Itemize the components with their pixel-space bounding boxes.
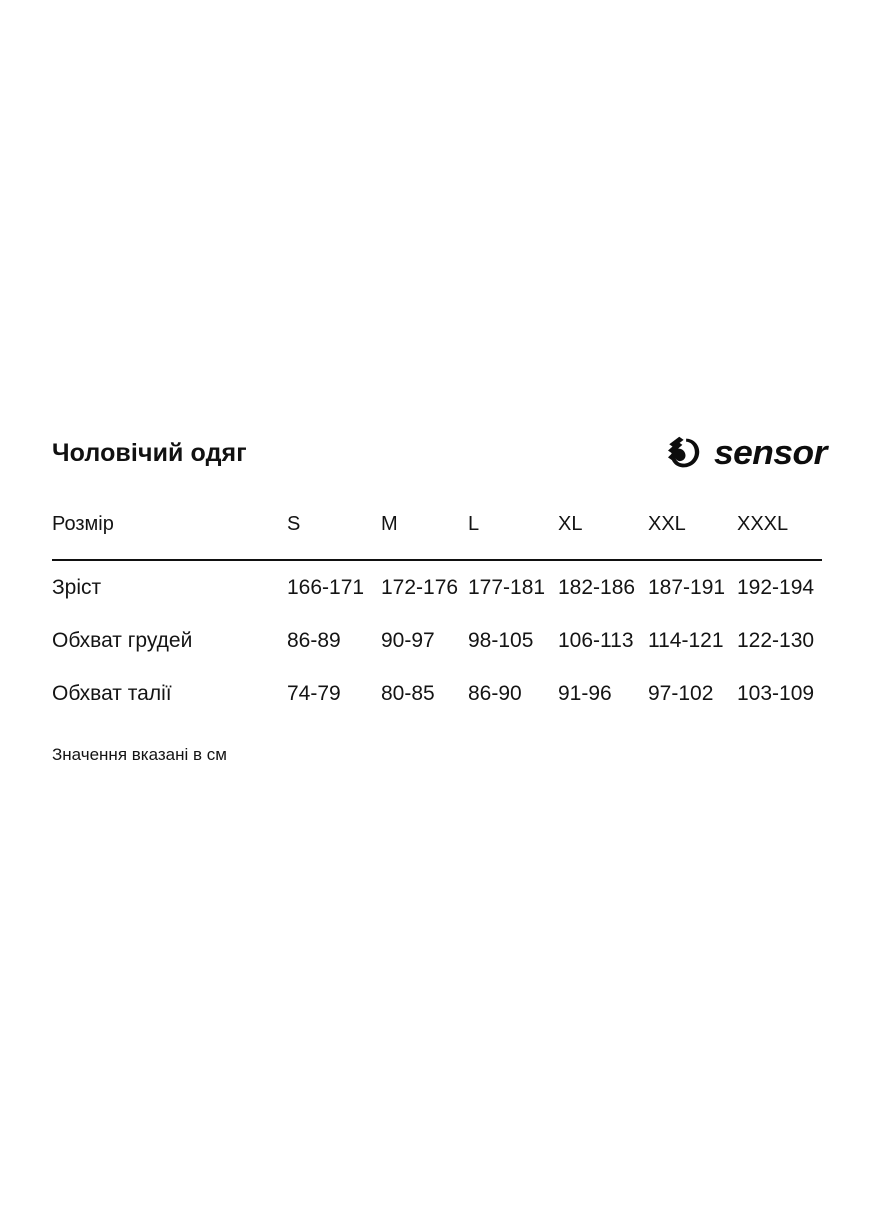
cell-waist-xxxl: 103-109: [737, 682, 815, 705]
brand-logo: [663, 431, 827, 475]
column-header-l: L: [468, 513, 480, 535]
cell-chest-s: 86-89: [287, 629, 341, 652]
column-header-xxl: XXL: [648, 513, 686, 535]
row-label-height: Зріст: [52, 576, 102, 599]
column-header-s: S: [287, 513, 301, 535]
cell-height-m: 172-176: [381, 576, 459, 599]
cell-waist-xxl: 97-102: [648, 682, 714, 705]
column-header-label: Розмір: [52, 513, 114, 535]
page-title: Чоловічий одяг: [52, 438, 247, 467]
cell-chest-xxl: 114-121: [648, 629, 724, 652]
table-row: [52, 614, 822, 667]
size-table-body: [52, 560, 822, 720]
cell-height-xxxl: 192-194: [737, 576, 815, 599]
cell-height-s: 166-171: [287, 576, 365, 599]
column-header-xl: XL: [558, 513, 583, 535]
cell-chest-xxxl: 122-130: [737, 629, 815, 652]
cell-chest-l: 98-105: [468, 629, 534, 652]
cell-waist-m: 80-85: [381, 682, 435, 705]
cell-chest-xl: 106-113: [558, 629, 634, 652]
size-table-header-row: [52, 512, 822, 560]
cell-waist-l: 86-90: [468, 682, 522, 705]
units-note: Значення вказані в см: [52, 745, 227, 764]
column-header-xxxl: XXXL: [737, 513, 789, 535]
size-table: [52, 512, 822, 720]
column-header-m: M: [381, 513, 398, 535]
cell-height-xl: 182-186: [558, 576, 636, 599]
table-row: [52, 667, 822, 720]
sensor-leaf-hand-mark-icon: [663, 433, 703, 473]
row-label-chest: Обхват грудей: [52, 629, 193, 652]
size-table-head: [52, 512, 822, 560]
chart-header: [52, 425, 827, 481]
table-row: [52, 560, 822, 614]
brand-wordmark: sensor: [713, 434, 827, 472]
cell-height-l: 177-181: [468, 576, 546, 599]
cell-height-xxl: 187-191: [648, 576, 726, 599]
row-label-waist: Обхват талії: [52, 682, 172, 705]
cell-waist-s: 74-79: [287, 682, 341, 705]
cell-chest-m: 90-97: [381, 629, 435, 652]
cell-waist-xl: 91-96: [558, 682, 612, 705]
